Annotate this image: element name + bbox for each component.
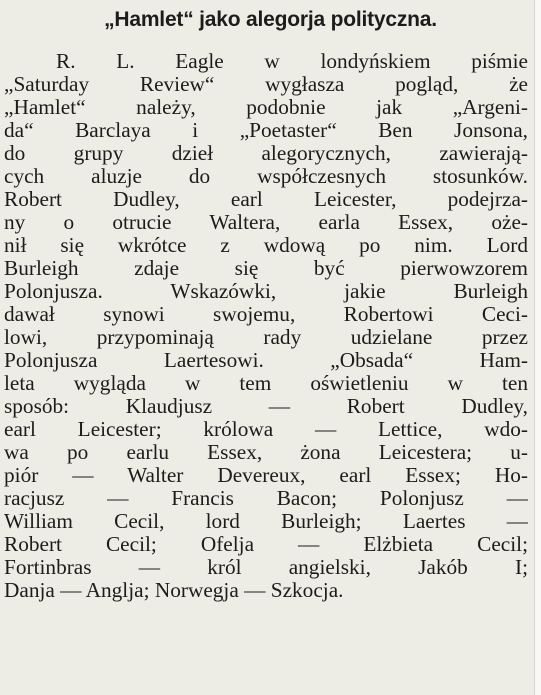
- article-line: do grupy dzieł alegorycznych, zawierają-: [4, 142, 528, 165]
- article-line: „Hamlet“ należy, podobnie jak „Argeni-: [4, 96, 528, 119]
- article-line: Polonjusza. Wskazówki, jakie Burleigh: [4, 280, 528, 303]
- article-line: nił się wkrótce z wdową po nim. Lord: [4, 234, 528, 257]
- article-line: racjusz — Francis Bacon; Polonjusz —: [4, 487, 528, 510]
- article-line: piór — Walter Devereux, earl Essex; Ho-: [4, 464, 528, 487]
- article-line: ny o otrucie Waltera, earla Essex, oże-: [4, 211, 528, 234]
- article-line: Polonjusza Laertesowi. „Obsada“ Ham-: [4, 349, 528, 372]
- article-line: Burleigh zdaje się być pierwowzorem: [4, 257, 528, 280]
- page-edge: [534, 0, 541, 695]
- article-line: leta wygląda w tem oświetleniu w ten: [4, 372, 528, 395]
- article-line: Danja — Anglja; Norwegja — Szkocja.: [4, 579, 344, 602]
- article-line: dawał synowi swojemu, Robertowi Ceci-: [4, 303, 528, 326]
- article-line: sposób: Klaudjusz — Robert Dudley,: [4, 395, 528, 418]
- article-line: Robert Dudley, earl Leicester, podejrza-: [4, 188, 528, 211]
- article-line: William Cecil, lord Burleigh; Laertes —: [4, 510, 528, 533]
- article-line: Robert Cecil; Ofelja — Elżbieta Cecil;: [4, 533, 528, 556]
- article-line: da“ Barclaya i „Poetaster“ Ben Jonsona,: [4, 119, 528, 142]
- article-title: „Hamlet“ jako alegorja polityczna.: [104, 8, 437, 31]
- article-body: [4, 50, 528, 602]
- article-line: R. L. Eagle w londyńskiem piśmie: [56, 50, 528, 73]
- article-line: wa po earlu Essex, żona Leicestera; u-: [4, 441, 528, 464]
- article-line: earl Leicester; królowa — Lettice, wdo-: [4, 418, 528, 441]
- article-line: „Saturday Review“ wygłasza pogląd, że: [4, 73, 528, 96]
- article-line: cych aluzje do współczesnych stosunków.: [4, 165, 528, 188]
- article-line: lowi, przypominają rady udzielane przez: [4, 326, 528, 349]
- article-line: Fortinbras — król angielski, Jakób I;: [4, 556, 528, 579]
